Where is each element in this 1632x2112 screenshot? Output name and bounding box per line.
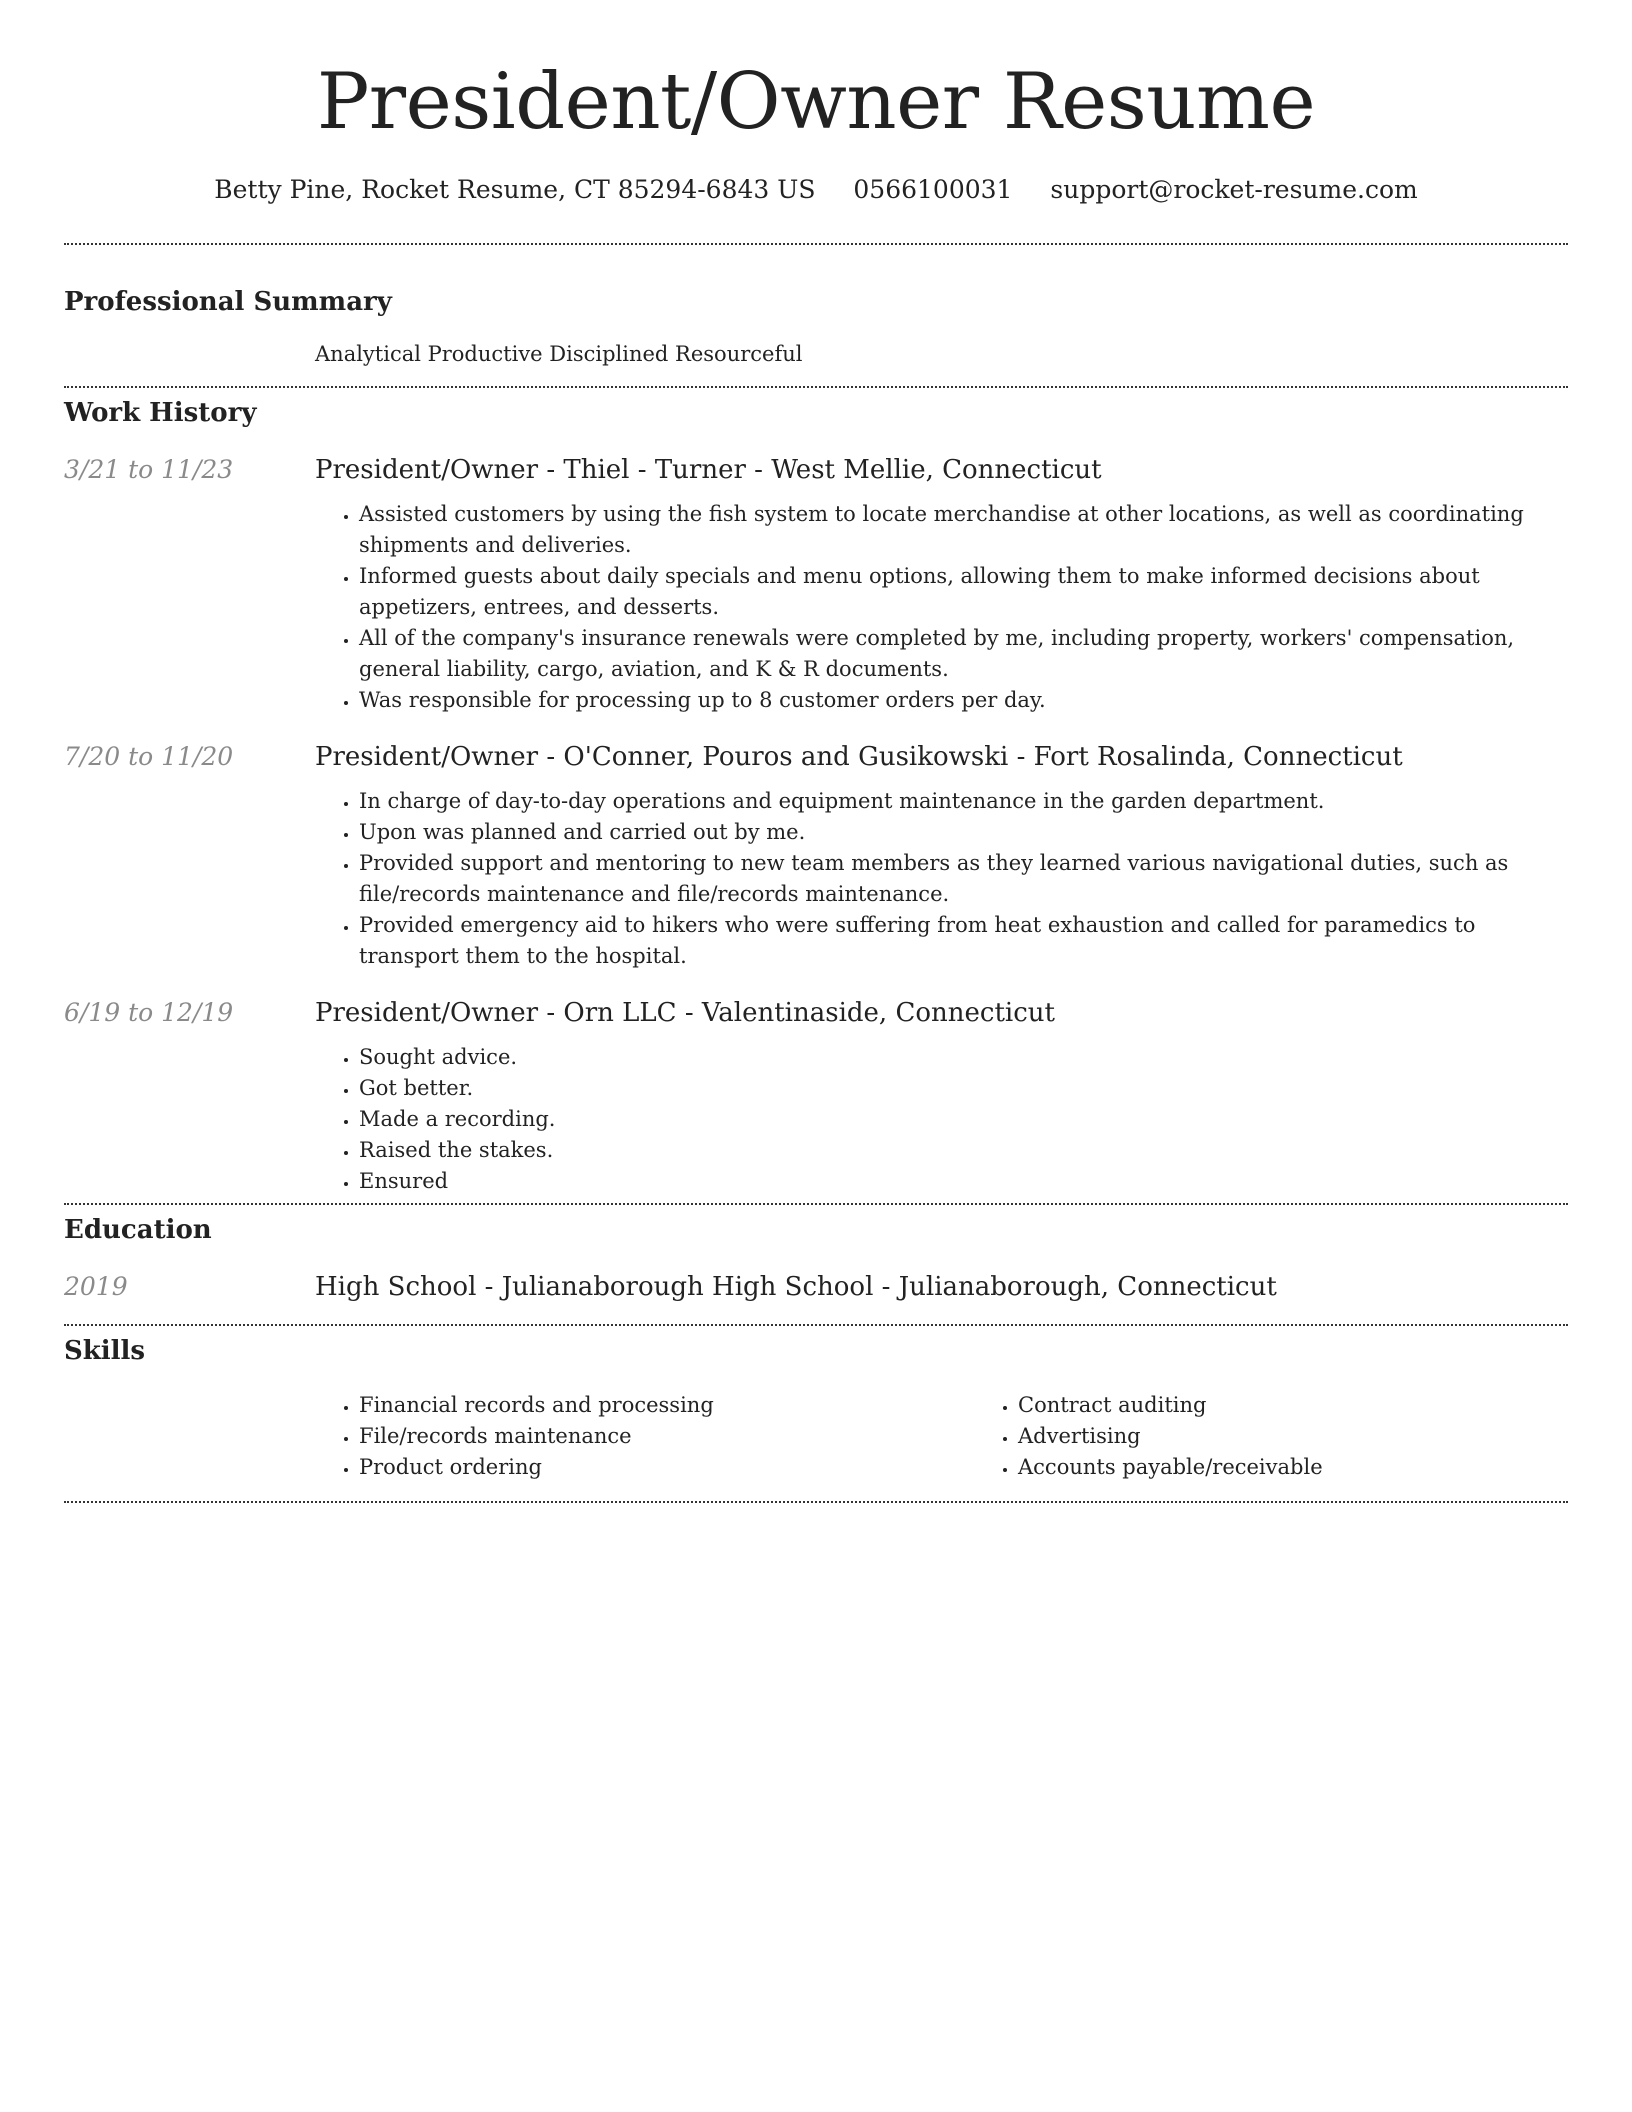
section-heading-education: Education xyxy=(64,1215,212,1245)
contact-address: Betty Pine, Rocket Resume, CT 85294-6843 US xyxy=(214,175,816,204)
divider xyxy=(64,1501,1568,1503)
list-item: • Raised the stakes. xyxy=(359,1135,1568,1166)
job-title: President/Owner - Thiel - Turner - West Mellie, Connecticut xyxy=(315,455,1102,485)
education-entry xyxy=(64,1270,1568,1304)
divider xyxy=(64,1324,1568,1326)
section-heading-skills: Skills xyxy=(64,1336,146,1366)
list-item: • Informed guests about daily specials and menu options, allowing them to make informed decisions about appetizers, entrees, and desserts. xyxy=(359,561,1568,623)
job-entry xyxy=(64,996,1568,1197)
job-title: President/Owner - O'Conner, Pouros and Gusikowski - Fort Rosalinda, Connecticut xyxy=(315,742,1403,772)
skills-list-right xyxy=(974,1390,1632,1483)
list-item: • In charge of day-to-day operations and equipment maintenance in the garden department. xyxy=(359,786,1568,817)
contact-line xyxy=(64,174,1568,206)
resume-page xyxy=(64,0,1568,1503)
job-bullets xyxy=(315,1042,1568,1197)
section-heading-work-history: Work History xyxy=(64,398,257,428)
skill-item: • File/records maintenance xyxy=(359,1421,974,1452)
education-date: 2019 xyxy=(64,1272,128,1301)
list-item: • Sought advice. xyxy=(359,1042,1568,1073)
skills-row xyxy=(64,1378,1568,1483)
list-item: • Was responsible for processing up to 8 customer orders per day. xyxy=(359,685,1568,716)
contact-email: support@rocket-resume.com xyxy=(1050,175,1418,204)
list-item: • Assisted customers by using the fish system to locate merchandise at other locations, as well as coordinating shipments and deliveries. xyxy=(359,499,1568,561)
list-item: • Ensured xyxy=(359,1166,1568,1197)
list-item: • Upon was planned and carried out by me. xyxy=(359,817,1568,848)
list-item: • Made a recording. xyxy=(359,1104,1568,1135)
divider xyxy=(64,386,1568,388)
job-dates: 7/20 to 11/20 xyxy=(64,742,234,771)
summary-text: Analytical Productive Disciplined Resourceful xyxy=(315,342,803,366)
skill-item: • Accounts payable/receivable xyxy=(1018,1452,1632,1483)
skill-item: • Financial records and processing xyxy=(359,1390,974,1421)
list-item: • All of the company's insurance renewals were completed by me, including property, workers' compensation, general liability, cargo, aviation, and K & R documents. xyxy=(359,623,1568,685)
job-entry xyxy=(64,740,1568,972)
job-entry xyxy=(64,453,1568,716)
contact-phone: 0566100031 xyxy=(853,175,1013,204)
skill-item: • Product ordering xyxy=(359,1452,974,1483)
resume-title: President/Owner Resume xyxy=(316,57,1316,147)
skills-list-left xyxy=(315,1390,974,1483)
list-item: • Got better. xyxy=(359,1073,1568,1104)
job-dates: 3/21 to 11/23 xyxy=(64,455,234,484)
skill-item: • Advertising xyxy=(1018,1421,1632,1452)
divider xyxy=(64,243,1568,245)
list-item: • Provided support and mentoring to new team members as they learned various navigational duties, such as file/records maintenance and file/records maintenance. xyxy=(359,848,1568,910)
education-title: High School - Julianaborough High School - Julianaborough, Connecticut xyxy=(315,1272,1277,1302)
list-item: • Provided emergency aid to hikers who were suffering from heat exhaustion and called for paramedics to transport them to the hospital. xyxy=(359,910,1568,972)
skill-item: • Contract auditing xyxy=(1018,1390,1632,1421)
job-title: President/Owner - Orn LLC - Valentinaside, Connecticut xyxy=(315,998,1055,1028)
job-bullets xyxy=(315,786,1568,972)
job-dates: 6/19 to 12/19 xyxy=(64,998,234,1027)
divider xyxy=(64,1203,1568,1205)
section-heading-summary: Professional Summary xyxy=(64,287,392,317)
summary-row xyxy=(64,339,1568,369)
job-bullets xyxy=(315,499,1568,716)
